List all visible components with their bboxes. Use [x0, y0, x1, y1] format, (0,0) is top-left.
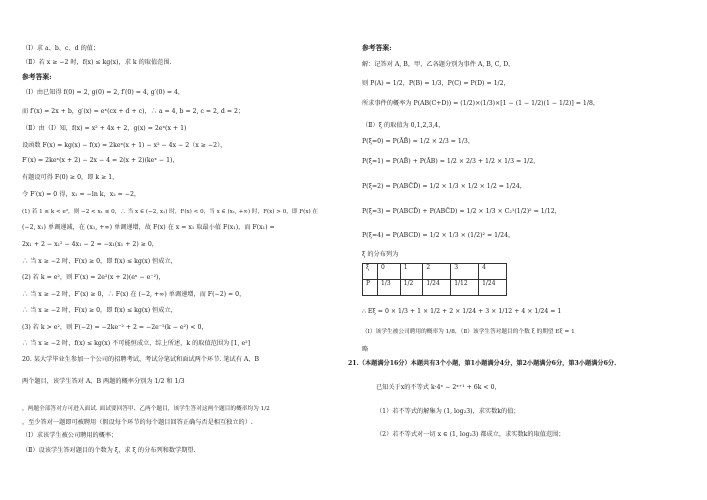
- solution-line: (1) 若 1 ≤ k < e²，则 −2 < x₁ ≤ 0，∴ 当 x ∈ (−2, x₁) 时，F(x) < 0，当 x ∈ (x₁, +∞) 时，F(x) > 0，即 F(x) 在: [22, 209, 319, 215]
- remark: 略: [362, 346, 369, 353]
- table-cell: ξ: [363, 264, 378, 280]
- solution-line: （Ⅰ）由已知得 f(0) = 2, g(0) = 2, f′(0) = 4, g′(0) = 4，: [22, 89, 185, 96]
- solution-line: P(ξ=3) = P(ABCD̄) + P(ABC̄D) = 1/2 × 1/3 × C₂¹(1/2)² = 1/12，: [362, 208, 561, 215]
- table-cell: 1/24: [423, 280, 451, 296]
- question-20-part-2: （Ⅱ）设该学生答对题目的个数为 ξ，求 ξ 的分布列和数学期望.: [22, 447, 196, 454]
- solution-line: ∴ 当 x ≥ −2 时，f(x) ≤ kg(x) 不可能恒成立，综上所述，k 的取值范围为 [1, e²]: [22, 340, 250, 347]
- table-cell: 0: [378, 264, 401, 280]
- conclusion-line: （Ⅰ）该学生被公司聘用的概率为 1/8，（Ⅱ）该学生答对题目的个数 ξ 的期望 Eξ = 1: [362, 329, 575, 335]
- solution-line: 则 P(A) = 1/2，P(B) = 1/3，P(C) = P(D) = 1/2，: [362, 80, 510, 87]
- question-20: 20. 某大学毕业生参加一个公司的招聘考试，考试分笔试和面试两个环节. 笔试有 A、B: [22, 356, 260, 363]
- solution-line: (2) 若 k = e²，则 F′(x) = 2e²(x + 2)(eˣ − e⁻²)，: [22, 274, 165, 281]
- table-cell: 1/24: [479, 280, 507, 296]
- question-21-part-2: （2）若不等式对一切 x ∈ (1, log₂3) 都成立，求实数k的取值范围；: [376, 431, 565, 438]
- answer-heading: 参考答案:: [362, 44, 392, 52]
- answer-heading: 参考答案:: [22, 73, 52, 81]
- table-cell: 2: [423, 264, 451, 280]
- solution-line: 令 F′(x) = 0 得，x₁ = −ln k，x₂ = −2，: [22, 191, 141, 198]
- table-cell: 3: [451, 264, 479, 280]
- solution-line: P(ξ=2) = P(ABC̄D̄) = 1/2 × 1/3 × 1/2 × 1/2 = 1/24，: [362, 183, 526, 190]
- solution-line: P(ξ=1) = P(AB̄) + P(ĀB) = 1/2 × 2/3 + 1/2 × 1/3 = 1/2，: [362, 158, 540, 165]
- solution-line: ∴ 当 x ≥ −2 时，F′(x) ≥ 0，∴ F(x) 在 (−2, +∞) 单调递增，而 F(−2) = 0，: [22, 291, 246, 298]
- solution-line: 2x₁ + 2 − x₁² − 4x₁ − 2 = −x₁(x₁ + 2) ≥ 0，: [22, 241, 158, 248]
- question-20-line: 两个题目，该学生答对 A、B 两题的概率分别为 1/2 和 1/3: [22, 378, 185, 385]
- question-part-2: （Ⅱ）若 x ≥ −2 时，f(x) ≤ kg(x)，求 k 的取值范围.: [22, 59, 172, 66]
- solution-line: P(ξ=4) = P(ABCD) = 1/2 × 1/3 × (1/2)² = 1/24，: [362, 232, 515, 239]
- solution-line: P(ξ=0) = P(ĀB̄) = 1/2 × 2/3 = 1/3，: [362, 138, 475, 145]
- solution-line: 所求事件的概率为 P(AB(C+D)) = (1/2)×(1/3)×[1 − (1 − 1/2)(1 − 1/2)] = 1/8，: [362, 100, 600, 107]
- solution-line: （Ⅱ）ξ 的取值为 0,1,2,3,4，: [362, 122, 445, 129]
- expectation-line: ∴ Eξ = 0 × 1/3 + 1 × 1/2 + 2 × 1/24 + 3 × 1/12 + 4 × 1/24 = 1: [362, 308, 562, 315]
- question-20-line: ，至少答对一题即可被聘用（假设每个环节的每个题目回答正确与否是相互独立的）.: [22, 419, 253, 426]
- solution-line: ξ 的分布列为: [362, 251, 399, 258]
- table-cell: 1/3: [378, 280, 401, 296]
- question-20-part-1: （Ⅰ）求该学生被公司聘用的概率；: [22, 432, 118, 439]
- solution-line: 而 f′(x) = 2x + b，g′(x) = eˣ(cx + d + c)，∴ a = 4, b = 2, c = 2, d = 2；: [22, 108, 245, 115]
- distribution-table: [362, 263, 507, 296]
- solution-line: 设函数 F(x) = kg(x) − f(x) = 2keˣ(x + 1) − x² − 4x − 2（x ≥ −2），: [22, 142, 227, 149]
- table-cell: 1/2: [400, 280, 423, 296]
- table-cell: 4: [479, 264, 507, 280]
- question-21-part-1: （1）若不等式的解集为 (1, log₂3)，求实数k的值；: [376, 408, 520, 415]
- solution-line: （Ⅱ）由（Ⅰ）知，f(x) = x² + 4x + 2，g(x) = 2eˣ(x + 1): [22, 125, 187, 132]
- question-20-line: ，两题全部答对方可进入面试. 面试要回答甲、乙两个题目，该学生答对这两个题目的概率均为 1/2: [22, 406, 270, 412]
- table-row: [363, 280, 507, 296]
- table-cell: P: [363, 280, 378, 296]
- table-cell: 1: [400, 264, 423, 280]
- solution-line: 解：记答对 A, B，甲、乙各题分别为事件 A, B, C, D，: [362, 61, 515, 68]
- solution-line: ∴ 当 x ≥ −2 时，F(x) ≥ 0，即 f(x) ≤ kg(x) 恒成立，: [22, 258, 177, 265]
- table-row: [363, 264, 507, 280]
- solution-line: ∴ 当 x ≥ −2 时，F(x) ≥ 0，即 f(x) ≤ kg(x) 恒成立，: [22, 307, 177, 314]
- solution-line: (−2, x₁) 单调递减，在 (x₁, +∞) 单调递增，故 F(x) 在 x = x₁ 取最小值 F(x₁)，而 F(x₁) =: [22, 224, 275, 231]
- solution-line: (3) 若 k > e²，则 F(−2) = −2ke⁻² + 2 = −2e⁻²(k − e²) < 0，: [22, 324, 208, 331]
- question-part-1: （Ⅰ）求 a、b、c、d 的值；: [22, 45, 100, 52]
- solution-line: 有题设可得 F(0) ≥ 0，即 k ≥ 1，: [22, 174, 119, 181]
- question-21-stem: 已知关于x的不等式 k·4ˣ − 2ˣ⁺¹ + 6k < 0，: [376, 384, 501, 391]
- question-21: 21.（本题满分16分）本题共有3个小题，第1小题满分4分，第2小题满分6分，第3小题满分6分.: [348, 360, 617, 367]
- table-cell: 1/12: [451, 280, 479, 296]
- solution-line: F′(x) = 2keˣ(x + 2) − 2x − 4 = 2(x + 2)(keˣ − 1)，: [22, 157, 179, 164]
